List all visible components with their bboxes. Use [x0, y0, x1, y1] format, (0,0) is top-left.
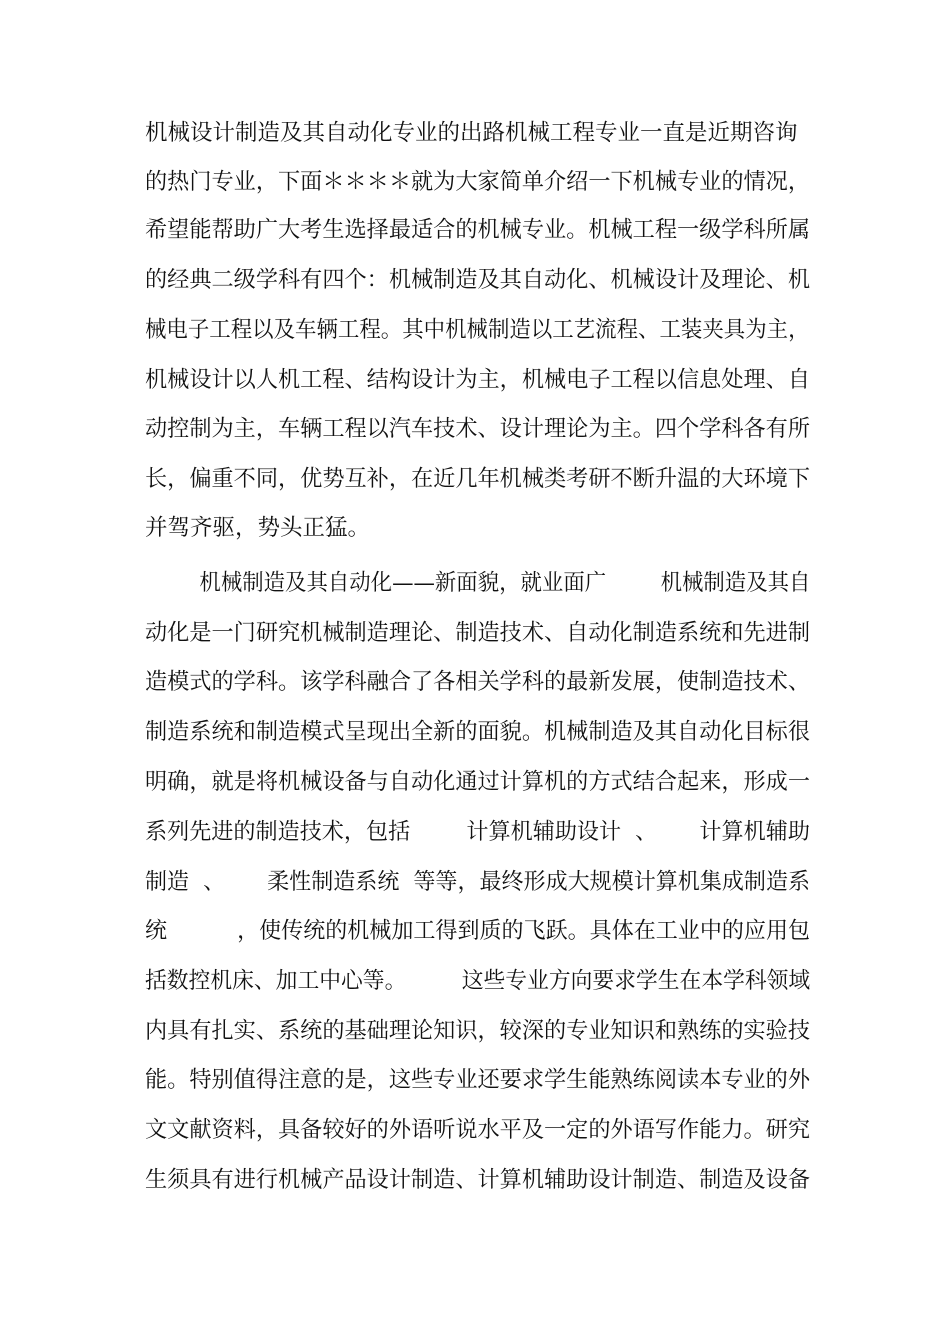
text-line-5: 械电子工程以及车辆工程。其中机械制造以工艺流程、工装夹具为主， [145, 317, 810, 343]
text-line-10: 机械制造及其自动化——新面貌，就业面广 机械制造及其自 [145, 570, 811, 596]
text-line-3: 希望能帮助广大考生选择最适合的机械专业。机械工程一级学科所属 [145, 217, 811, 243]
text-line-15: 系列先进的制造技术，包括 计算机辅助设计 、 计算机辅助 [145, 819, 810, 845]
text-line-1: 机械设计制造及其自动化专业的出路机械工程专业一直是近期咨询 [145, 120, 798, 146]
text-line-11: 动化是一门研究机械制造理论、制造技术、自动化制造系统和先进制 [145, 620, 811, 646]
text-line-7: 动控制为主，车辆工程以汽车技术、设计理论为主。四个学科各有所 [145, 416, 811, 442]
text-line-4: 的经典二级学科有四个：机械制造及其自动化、机械设计及理论、机 [145, 267, 811, 293]
text-line-22: 生须具有进行机械产品设计制造、计算机辅助设计制造、制造及设备 [145, 1167, 811, 1193]
text-line-13: 制造系统和制造模式呈现出全新的面貌。机械制造及其自动化目标很 [145, 719, 811, 745]
text-line-9: 并驾齐驱，势头正猛。 [145, 515, 371, 541]
text-line-6: 机械设计以人机工程、结构设计为主，机械电子工程以信息处理、自 [145, 367, 811, 393]
text-line-21: 文文献资料，具备较好的外语听说水平及一定的外语写作能力。研究 [145, 1117, 811, 1143]
text-line-17: 统 ，使传统的机械加工得到质的飞跃。具体在工业中的应用包 [145, 918, 811, 944]
text-line-16: 制造 、 柔性制造系统 等等，最终形成大规模计算机集成制造系 [145, 869, 811, 895]
text-line-20: 能。特别值得注意的是，这些专业还要求学生能熟练阅读本专业的外 [145, 1067, 811, 1093]
text-line-2: 的热门专业，下面＊＊＊＊就为大家简单介绍一下机械专业的情况， [145, 169, 811, 195]
text-line-18: 括数控机床、加工中心等。 这些专业方向要求学生在本学科领域 [145, 968, 811, 994]
text-line-8: 长，偏重不同，优势互补，在近几年机械类考研不断升温的大环境下 [145, 466, 811, 492]
text-line-12: 造模式的学科。该学科融合了各相关学科的最新发展，使制造技术、 [145, 669, 811, 695]
text-line-19: 内具有扎实、系统的基础理论知识，较深的专业知识和熟练的实验技 [145, 1018, 811, 1044]
text-line-14: 明确，就是将机械设备与自动化通过计算机的方式结合起来，形成一 [145, 769, 811, 795]
